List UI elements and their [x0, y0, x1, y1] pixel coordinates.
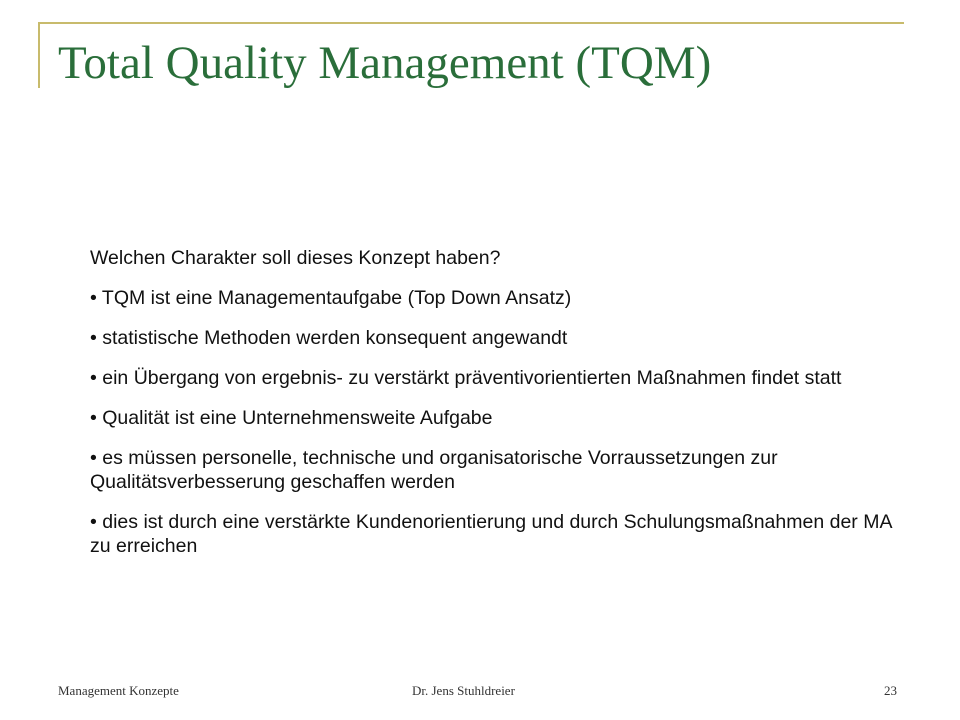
bullet-icon: • — [90, 367, 97, 389]
bullet-item — [90, 326, 910, 350]
bullet-text: statistische Methoden werden konsequent angewandt — [102, 327, 568, 349]
slide-content — [90, 246, 910, 574]
bullet-item — [90, 446, 910, 494]
frame-top-line — [38, 22, 904, 24]
footer-course-title: Management Konzepte — [58, 683, 179, 698]
bullet-icon: • — [90, 511, 97, 533]
bullet-item — [90, 286, 910, 310]
bullet-item — [90, 510, 910, 558]
bullet-item — [90, 366, 910, 390]
bullet-text: dies ist durch eine verstärkte Kundenorientierung und durch Schulungsmaßnahmen der MA zu erreichen — [90, 511, 892, 557]
bullet-text: es müssen personelle, technische und organisatorische Vorraussetzungen zur Qualitätsverbesserung geschaffen werden — [90, 447, 778, 493]
bullet-item — [90, 406, 910, 430]
bullet-icon: • — [90, 407, 97, 429]
frame-left-line — [38, 22, 40, 88]
bullet-icon: • — [90, 287, 97, 309]
bullet-icon: • — [90, 327, 97, 349]
bullet-icon: • — [90, 447, 97, 469]
bullet-text: Qualität ist eine Unternehmensweite Aufgabe — [102, 407, 493, 429]
bullet-text: ein Übergang von ergebnis- zu verstärkt präventivorientierten Maßnahmen findet statt — [102, 367, 842, 389]
intro-question: Welchen Charakter soll dieses Konzept haben? — [90, 247, 501, 269]
slide-title: Total Quality Management (TQM) — [58, 37, 712, 89]
footer-author: Dr. Jens Stuhldreier — [412, 683, 515, 698]
footer-page-number: 23 — [884, 683, 897, 698]
bullet-text: TQM ist eine Managementaufgabe (Top Down Ansatz) — [101, 287, 572, 309]
